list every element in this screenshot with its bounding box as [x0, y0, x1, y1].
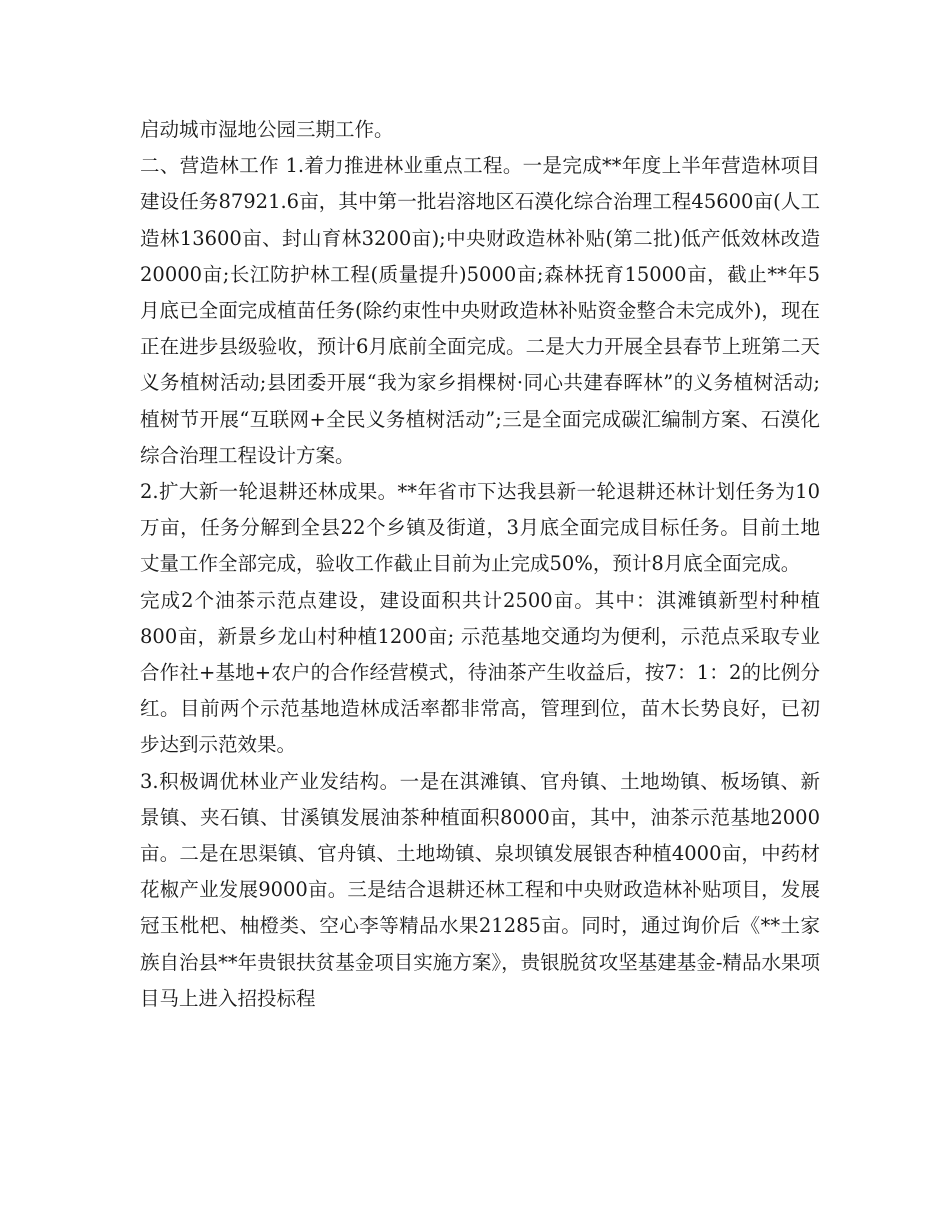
document-body	[140, 112, 820, 1017]
paragraph-industry-structure: 3.积极调优林业产业发结构。一是在淇滩镇、官舟镇、土地坳镇、板场镇、新景镇、夹石镇、甘溪镇发展油茶种植面积8000亩，其中，油茶示范基地2000亩。二是在思渠镇、官舟镇、土地坳镇、泉坝镇发展银杏种植4000亩，中药材花椒产业发展9000亩。三是结合退耕还林工程和中央财政造林补贴项目，发展冠玉枇杷、柚橙类、空心李等精品水果21285亩。同时，通过询价后《**土家族自治县**年贵银扶贫基金项目实施方案》，贵银脱贫攻坚基建基金-精品水果项目马上进入招投标程	[140, 769, 820, 1010]
paragraph-afforestation-key-projects: 二、营造林工作 1.着力推进林业重点工程。一是完成**年度上半年营造林项目建设任务87921.6亩，其中第一批岩溶地区石漠化综合治理工程45600亩(人工造林13600亩、封山育林3200亩);中央财政造林补贴(第二批)低产低效林改造20000亩;长江防护林工程(质量提升)5000亩;森林抚育15000亩，截止**年5月底已全面完成植苗任务(除约束性中央财政造林补贴资金整合未完成外)，现在正在进步县级验收，预计6月底前全面完成。二是大力开展全县春节上班第二天义务植树活动;县团委开展“我为家乡捐棵树·同心共建春晖林”的义务植树活动;植树节开展“互联网+全民义务植树活动”;三是全面完成碳汇编制方案、石漠化综合治理工程设计方案。	[140, 154, 820, 467]
paragraph-wetland-park: 启动城市湿地公园三期工作。	[140, 118, 394, 141]
paragraph-oil-tea-demo: 完成2个油茶示范点建设，建设面积共计2500亩。其中：淇滩镇新型村种植800亩，新景乡龙山村种植1200亩; 示范基地交通均为便利，示范点采取专业合作社+基地+农户的合作经营模式，待油茶产生收益后，按7：1：2的比例分红。目前两个示范基地造林成活率都非常高，管理到位，苗木长势良好，已初步达到示范效果。	[140, 588, 820, 757]
paragraph-grain-to-forest: 2.扩大新一轮退耕还林成果。**年省市下达我县新一轮退耕还林计划任务为10万亩，任务分解到全县22个乡镇及街道，3月底全面完成目标任务。目前土地丈量工作全部完成，验收工作截止目前为止完成50%，预计8月底全面完成。	[140, 480, 820, 576]
